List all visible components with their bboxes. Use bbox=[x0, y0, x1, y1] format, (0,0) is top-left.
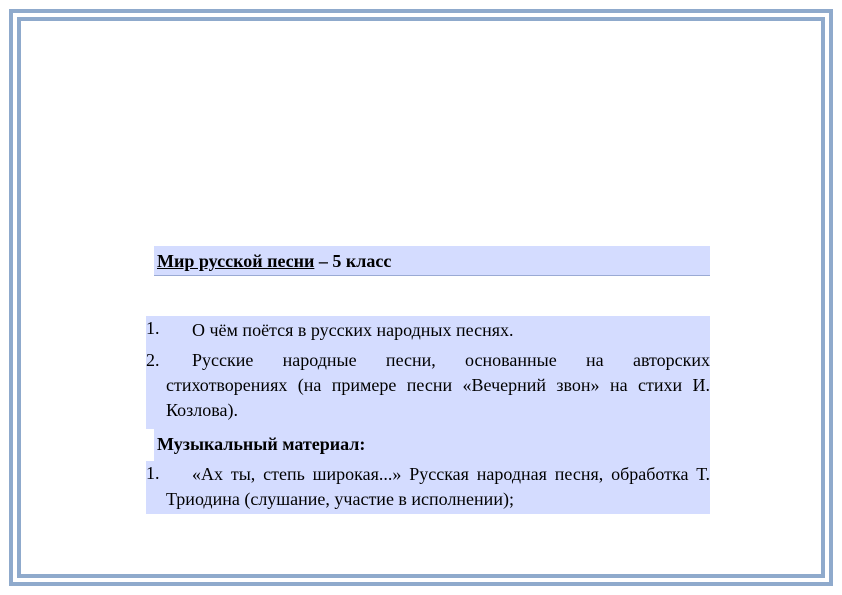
topic-text: Русские народные песни, основанные на авторских стихотворениях (на примере песни «Вечерний звон» на стихи И. Козлова). bbox=[166, 350, 710, 420]
title-underlined: Мир русской песни bbox=[157, 251, 315, 271]
materials-list bbox=[146, 461, 710, 514]
topic-number: 2. bbox=[146, 350, 160, 370]
material-item bbox=[146, 461, 710, 514]
topic-number: 1. bbox=[146, 318, 160, 338]
topic-text: О чём поётся в русских народных песнях. bbox=[192, 320, 514, 340]
material-number: 1. bbox=[146, 463, 160, 483]
content-block bbox=[146, 316, 710, 514]
material-heading: Музыкальный материал: bbox=[154, 429, 710, 461]
title-band bbox=[154, 246, 710, 276]
topics-list bbox=[146, 316, 710, 429]
slide-title bbox=[157, 251, 391, 272]
topic-item bbox=[146, 316, 710, 348]
topic-item bbox=[146, 348, 710, 429]
title-rest: – 5 класс bbox=[314, 251, 392, 271]
material-text: «Ах ты, степь широкая...» Русская народная песня, обработка Т. Триодина (слушание, участие в исполнении); bbox=[166, 464, 710, 509]
